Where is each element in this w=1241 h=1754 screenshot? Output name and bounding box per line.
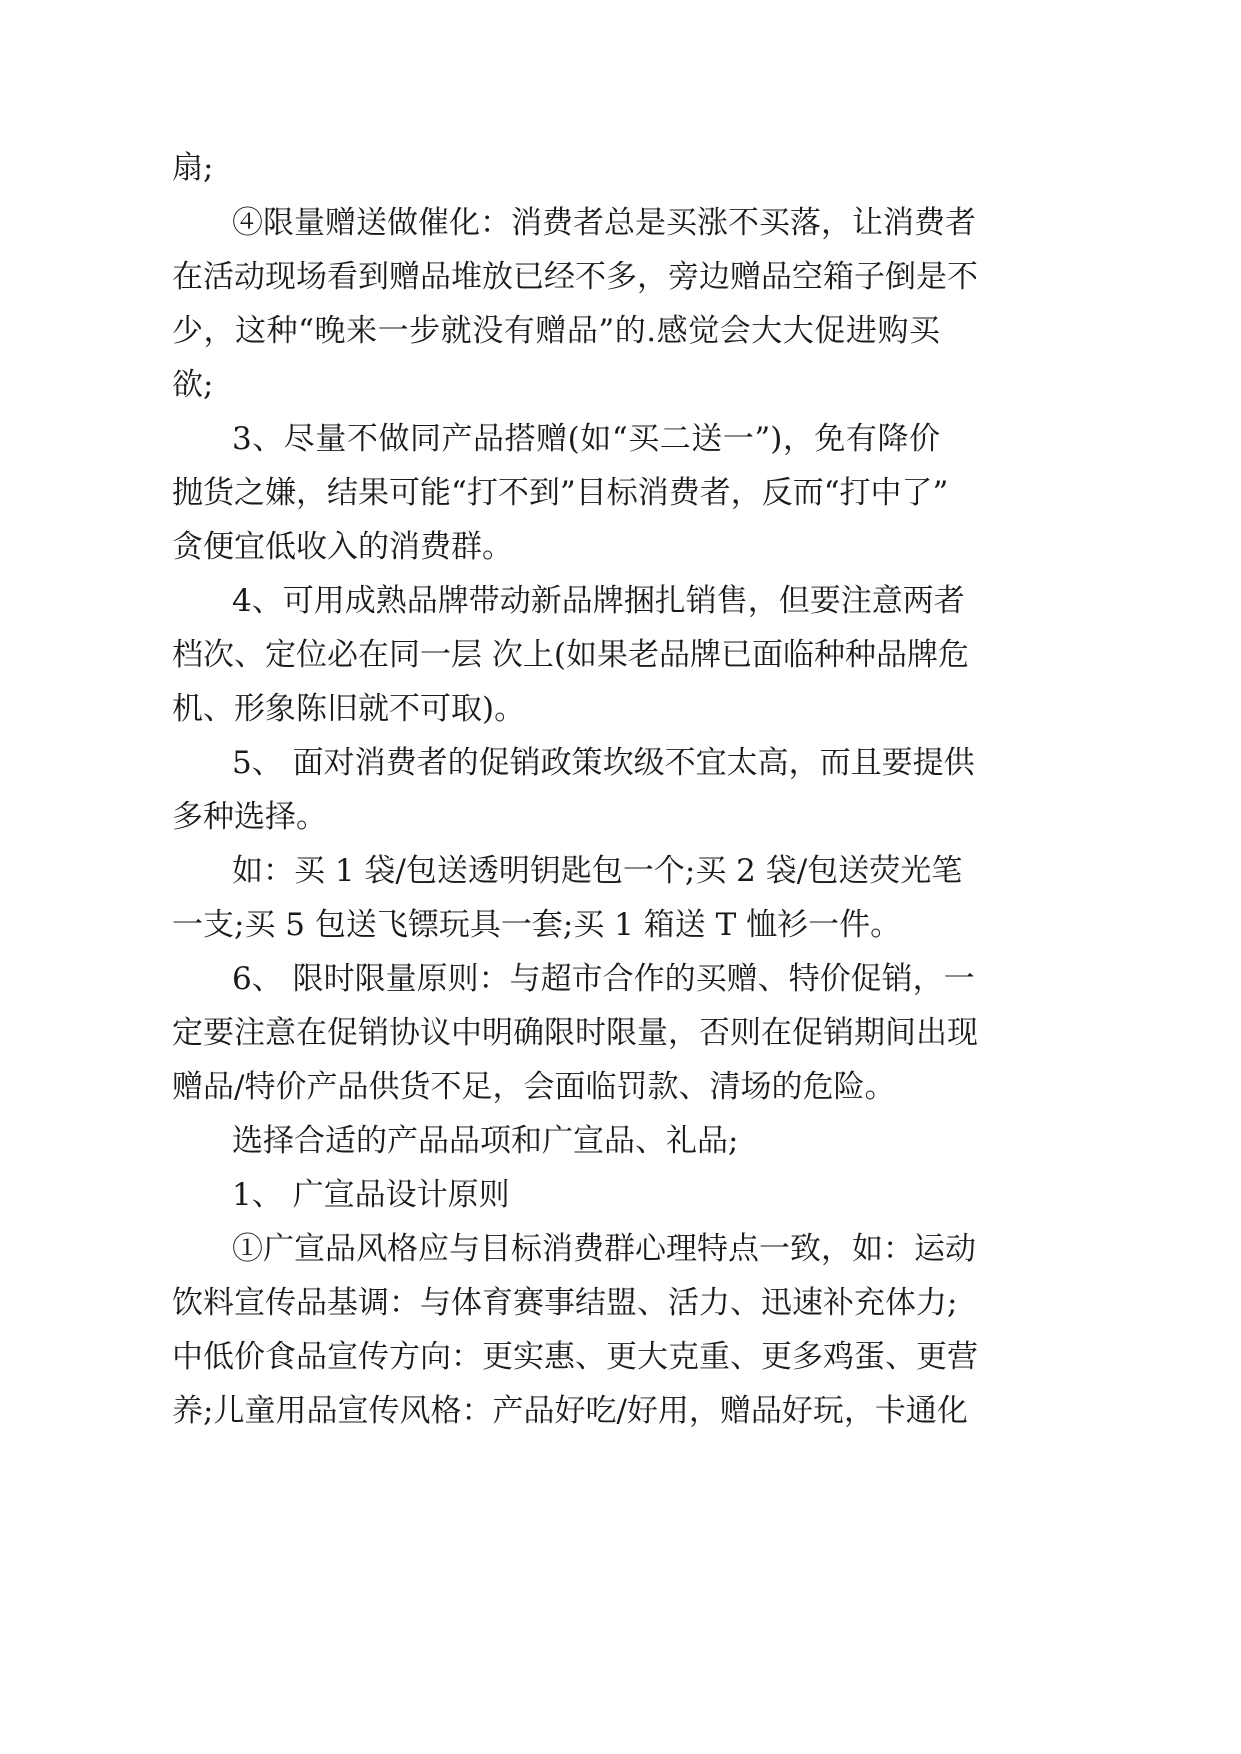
text-line-4: 少，这种“晚来一步就没有赠品”的.感觉会大大促进购买	[172, 313, 940, 349]
text-line-19: 选择合适的产品品项和广宣品、礼品;	[232, 1123, 739, 1159]
text-line-23: 中低价食品宣传方向：更实惠、更大克重、更多鸡蛋、更营	[172, 1339, 978, 1375]
text-line-12: 5、 面对消费者的促销政策坎级不宜太高，而且要提供	[232, 745, 975, 781]
text-line-9: 4、可用成熟品牌带动新品牌捆扎销售，但要注意两者	[232, 583, 965, 619]
text-line-10: 档次、定位必在同一层 次上(如果老品牌已面临种种品牌危	[172, 637, 969, 673]
text-line-3: 在活动现场看到赠品堆放已经不多，旁边赠品空箱子倒是不	[172, 259, 978, 295]
text-line-22: 饮料宣传品基调：与体育赛事结盟、活力、迅速补充体力;	[172, 1285, 958, 1321]
text-line-21: ①广宣品风格应与目标消费群心理特点一致，如：运动	[232, 1231, 976, 1267]
text-line-7: 抛货之嫌，结果可能“打不到”目标消费者，反而“打中了”	[172, 475, 949, 511]
text-line-13: 多种选择。	[172, 799, 327, 835]
text-line-5: 欲;	[172, 367, 214, 403]
text-line-16: 6、 限时限量原则：与超市合作的买赠、特价促销，一	[232, 961, 975, 997]
text-line-18: 赠品/特价产品供货不足，会面临罚款、清场的危险。	[172, 1069, 896, 1105]
text-line-11: 机、形象陈旧就不可取)。	[172, 691, 526, 727]
text-line-17: 定要注意在促销协议中明确限时限量，否则在促销期间出现	[172, 1015, 978, 1051]
text-line-15: 一支;买 5 包送飞镖玩具一套;买 1 箱送 T 恤衫一件。	[172, 907, 902, 943]
text-line-24: 养;儿童用品宣传风格：产品好吃/好用，赠品好玩，卡通化	[172, 1393, 968, 1429]
text-line-20: 1、 广宣品设计原则	[232, 1177, 510, 1213]
text-line-6: 3、尽量不做同产品搭赠(如“买二送一”)，免有降价	[232, 421, 940, 457]
text-line-14: 如：买 1 袋/包送透明钥匙包一个;买 2 袋/包送荧光笔	[232, 853, 963, 889]
text-line-2: ④限量赠送做催化：消费者总是买涨不买落，让消费者	[232, 205, 976, 241]
text-line-1: 扇;	[172, 150, 214, 186]
text-line-8: 贪便宜低收入的消费群。	[172, 529, 513, 565]
